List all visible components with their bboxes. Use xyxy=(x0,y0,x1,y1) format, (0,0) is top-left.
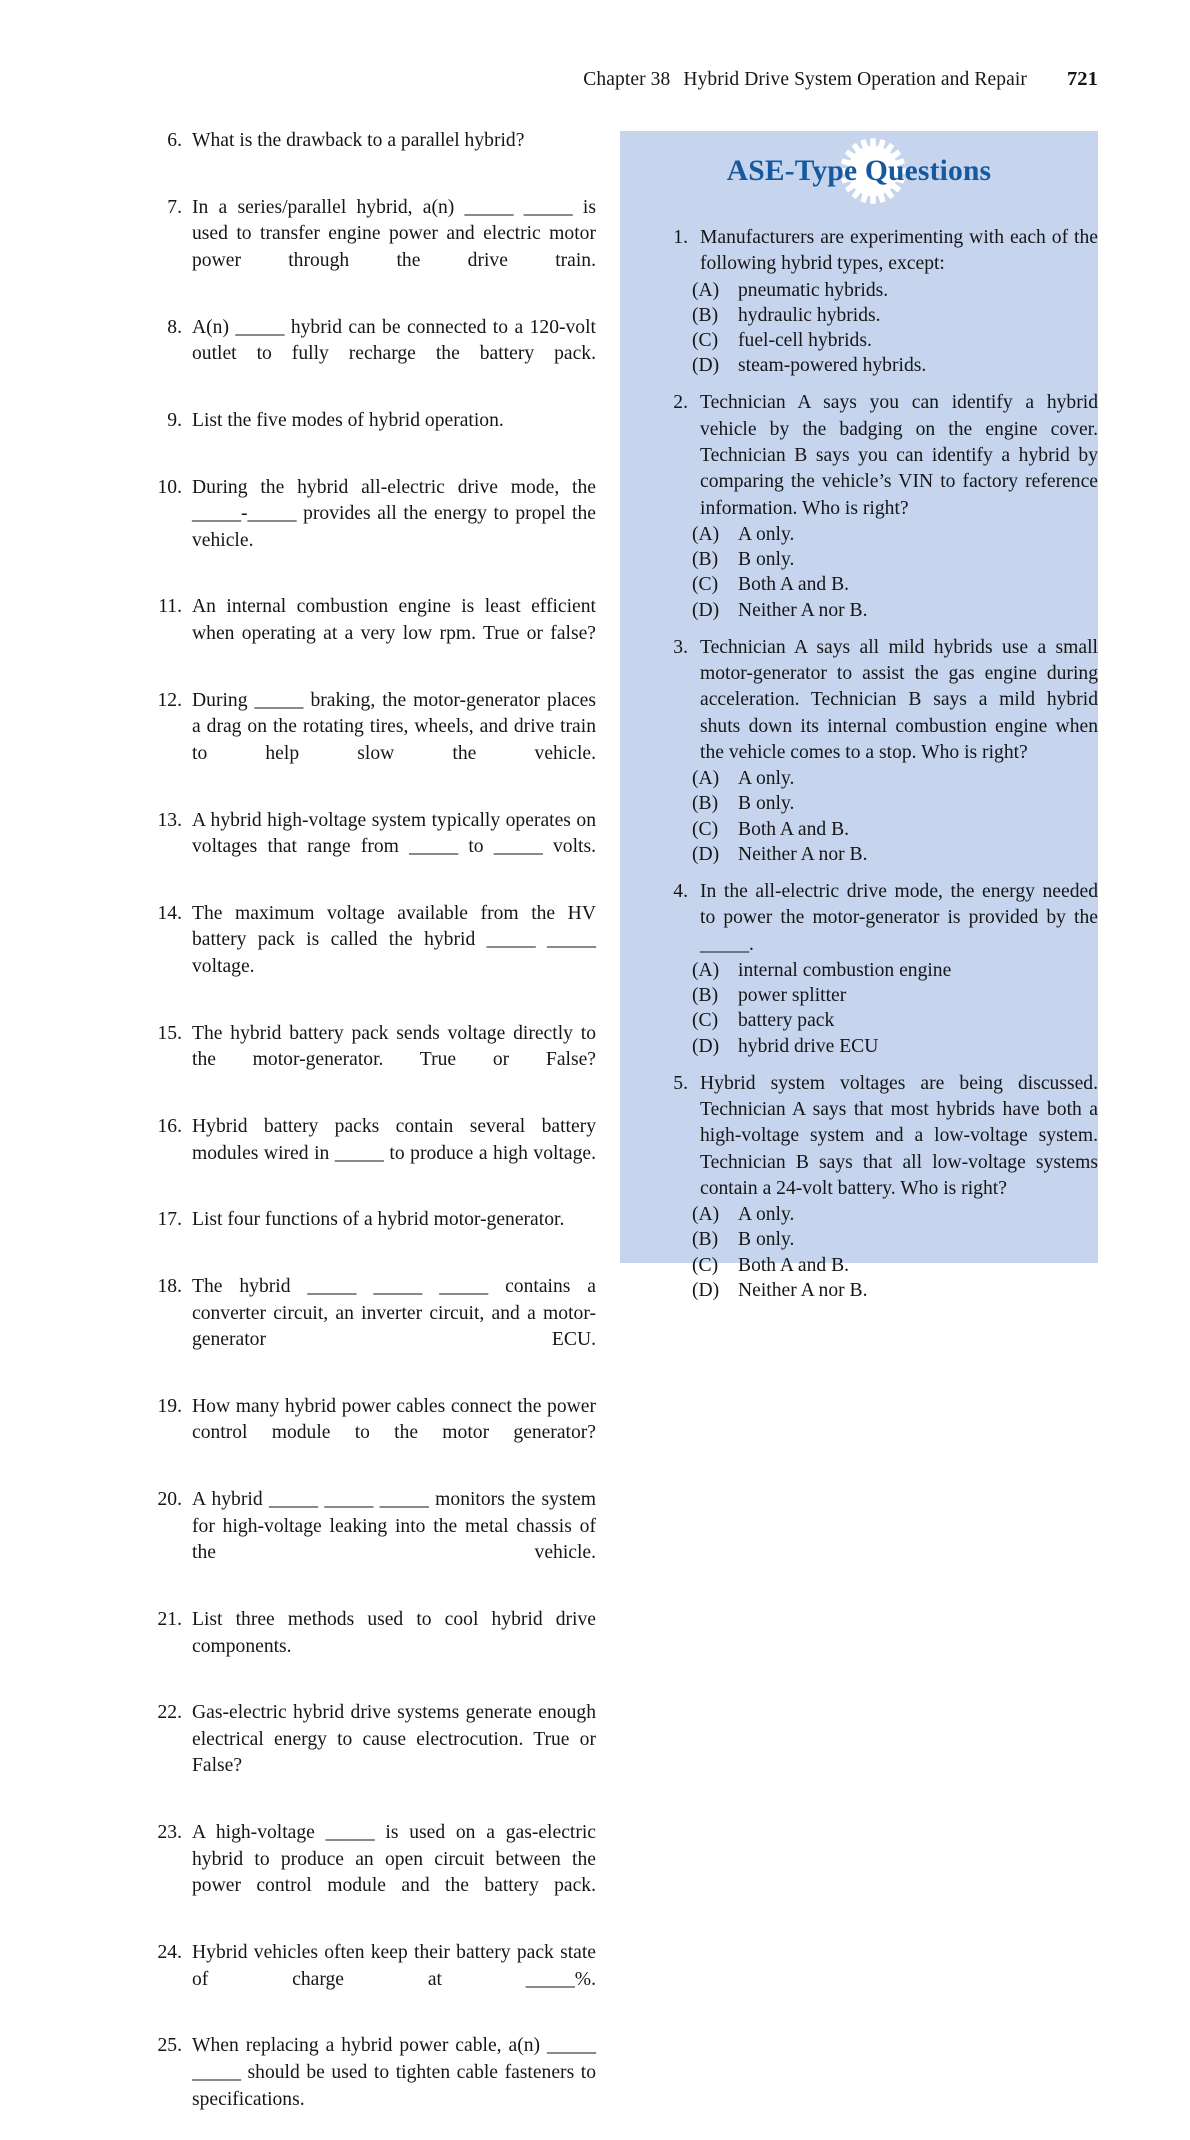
ase-option-key: (C) xyxy=(692,1254,719,1276)
review-question-number: 6. xyxy=(167,130,182,151)
review-question-item xyxy=(148,195,596,301)
ase-question-number: 5. xyxy=(673,1072,688,1094)
ase-question-number: 3. xyxy=(673,636,688,658)
review-question-item xyxy=(148,1114,596,1194)
ase-option-text: Neither A nor B. xyxy=(738,843,868,865)
review-question-item xyxy=(148,594,596,674)
review-question-text: Hybrid battery packs contain several battery modules wired in _____ to produce a high voltage. xyxy=(192,1116,596,1164)
ase-question-number: 1. xyxy=(673,227,688,248)
ase-question-item xyxy=(666,635,1098,867)
review-question-item xyxy=(148,901,596,1007)
review-question-text: Hybrid vehicles often keep their battery pack state of charge at _____%. xyxy=(192,1942,596,1990)
ase-question-stem-text: In the all-electric drive mode, the energy needed to power the motor-generator is provided by the _____. xyxy=(700,881,1098,955)
review-question-text: How many hybrid power cables connect the power control module to the motor generator? xyxy=(192,1395,596,1444)
ase-option-key: (B) xyxy=(692,985,719,1007)
review-question-text: An internal combustion engine is least efficient when operating at a very low rpm. True or false? xyxy=(192,596,596,644)
ase-option[interactable] xyxy=(666,958,1098,983)
ase-option-key: (A) xyxy=(692,1204,720,1226)
ase-option-text: hydraulic hybrids. xyxy=(738,304,881,326)
review-question-number: 19. xyxy=(157,1395,182,1417)
review-question-number: 25. xyxy=(157,2035,182,2057)
review-question-text: A hybrid _____ _____ _____ monitors the system for high-voltage leaking into the metal chassis of the vehicle. xyxy=(192,1489,596,1564)
ase-option-key: (B) xyxy=(692,793,719,815)
review-question-number: 14. xyxy=(157,902,182,924)
ase-option[interactable] xyxy=(666,1034,1098,1059)
review-question-number: 15. xyxy=(157,1022,182,1044)
ase-option-list xyxy=(666,278,1098,379)
ase-option-key: (C) xyxy=(692,574,719,596)
review-question-text: During the hybrid all-electric drive mode, the _____-_____ provides all the energy to propel the vehicle. xyxy=(192,476,596,551)
page-body xyxy=(0,122,1190,2110)
running-head xyxy=(92,68,1098,96)
review-question-item xyxy=(148,315,596,395)
ase-option[interactable] xyxy=(666,1253,1098,1278)
ase-option-key: (D) xyxy=(692,599,720,621)
review-question-number: 24. xyxy=(157,1942,182,1964)
ase-option-key: (D) xyxy=(692,355,720,377)
ase-option[interactable] xyxy=(666,766,1098,791)
ase-questions-list xyxy=(666,225,1098,1303)
ase-option-text: steam-powered hybrids. xyxy=(738,355,927,377)
review-question-number: 12. xyxy=(157,689,182,711)
ase-option-list xyxy=(666,766,1098,867)
ase-option[interactable] xyxy=(666,983,1098,1008)
review-question-text: The maximum voltage available from the HV battery pack is called the hybrid _____ _____ voltage. xyxy=(192,902,596,978)
ase-option[interactable] xyxy=(666,1202,1098,1227)
ase-option-key: (A) xyxy=(692,523,720,545)
ase-option-text: hybrid drive ECU xyxy=(738,1035,879,1057)
review-question-number: 8. xyxy=(167,316,182,338)
ase-option-text: pneumatic hybrids. xyxy=(738,279,889,301)
review-question-number: 20. xyxy=(157,1489,182,1511)
review-question-number: 9. xyxy=(167,409,182,431)
ase-question-item xyxy=(666,1071,1098,1303)
ase-option[interactable] xyxy=(666,572,1098,597)
ase-question-item xyxy=(666,879,1098,1059)
ase-question-stem xyxy=(666,225,1098,278)
review-question-text: List three methods used to cool hybrid drive components. xyxy=(192,1609,596,1657)
review-question-item xyxy=(148,2033,596,2139)
review-question-text: The hybrid battery pack sends voltage directly to the motor-generator. True or False? xyxy=(192,1022,596,1071)
ase-question-item xyxy=(666,390,1098,622)
ase-option[interactable] xyxy=(666,791,1098,816)
ase-option-list xyxy=(666,1202,1098,1303)
review-question-text: The hybrid _____ _____ _____ contains a converter circuit, an inverter circuit, and a motor-generator ECU. xyxy=(192,1275,596,1351)
ase-option-key: (A) xyxy=(692,768,720,790)
chapter-title: Hybrid Drive System Operation and Repair xyxy=(683,69,1027,90)
ase-question-stem xyxy=(666,879,1098,958)
ase-option[interactable] xyxy=(666,1227,1098,1252)
page-number: 721 xyxy=(1066,68,1098,90)
review-question-number: 7. xyxy=(167,196,182,218)
ase-option[interactable] xyxy=(666,328,1098,353)
review-question-item xyxy=(148,1607,596,1687)
ase-question-stem xyxy=(666,390,1098,521)
ase-option-key: (A) xyxy=(692,959,720,981)
review-question-item xyxy=(148,688,596,794)
review-question-number: 10. xyxy=(157,476,182,498)
review-question-item xyxy=(148,1487,596,1593)
review-question-number: 23. xyxy=(157,1822,182,1844)
ase-option-key: (C) xyxy=(692,818,719,840)
ase-option-text: B only. xyxy=(738,1229,795,1251)
review-question-item xyxy=(148,808,596,888)
review-question-text: In a series/parallel hybrid, a(n) _____ _____ is used to transfer engine power and electric motor power through the drive train. xyxy=(192,196,596,271)
ase-option-key: (B) xyxy=(692,1229,719,1251)
review-question-item xyxy=(148,1207,596,1260)
ase-question-number: 2. xyxy=(673,392,688,414)
ase-option[interactable] xyxy=(666,1008,1098,1033)
ase-option-text: Both A and B. xyxy=(738,818,850,840)
review-question-item xyxy=(148,1940,596,2020)
review-questions-list xyxy=(148,128,596,2140)
review-question-number: 17. xyxy=(157,1209,182,1231)
review-question-number: 21. xyxy=(157,1609,182,1630)
ase-option[interactable] xyxy=(666,842,1098,867)
ase-option[interactable] xyxy=(666,278,1098,303)
ase-option-key: (B) xyxy=(692,549,719,571)
ase-question-stem-text: Manufacturers are experimenting with each of the following hybrid types, except: xyxy=(700,227,1098,275)
ase-option-text: power splitter xyxy=(738,985,847,1007)
ase-question-item xyxy=(666,225,1098,378)
ase-option[interactable] xyxy=(666,817,1098,842)
ase-option-text: A only. xyxy=(738,1204,795,1226)
ase-option-list xyxy=(666,958,1098,1059)
review-question-number: 11. xyxy=(158,596,182,618)
review-question-number: 13. xyxy=(157,809,182,831)
ase-option-key: (A) xyxy=(692,279,720,301)
ase-option-key: (D) xyxy=(692,843,720,865)
ase-option-text: B only. xyxy=(738,793,795,815)
ase-option-text: A only. xyxy=(738,768,795,790)
review-question-number: 22. xyxy=(157,1702,182,1724)
review-question-text: A high-voltage _____ is used on a gas-electric hybrid to produce an open circuit between the power control module and the battery pack. xyxy=(192,1822,596,1897)
ase-option[interactable] xyxy=(666,303,1098,328)
review-question-item xyxy=(148,1700,596,1806)
ase-option[interactable] xyxy=(666,598,1098,623)
ase-option[interactable] xyxy=(666,522,1098,547)
review-question-text: List four functions of a hybrid motor-generator. xyxy=(192,1209,565,1231)
ase-option-key: (D) xyxy=(692,1279,720,1301)
review-question-item xyxy=(148,1021,596,1101)
review-question-item xyxy=(148,475,596,581)
ase-question-stem xyxy=(666,635,1098,766)
review-question-text: A(n) _____ hybrid can be connected to a 120-volt outlet to fully recharge the battery pack. xyxy=(192,316,596,365)
ase-box-header xyxy=(620,131,1098,223)
review-question-number: 18. xyxy=(157,1275,182,1297)
chapter-label: Chapter 38 xyxy=(583,69,671,90)
ase-box-title: ASE-Type Questions xyxy=(726,155,992,187)
ase-option-key: (B) xyxy=(692,304,719,326)
ase-option[interactable] xyxy=(666,547,1098,572)
ase-type-questions-box xyxy=(620,131,1098,1301)
review-question-text: List the five modes of hybrid operation. xyxy=(192,409,504,431)
review-question-text: During _____ braking, the motor-generator places a drag on the rotating tires, wheels, and drive train to help slow the vehicle. xyxy=(192,689,596,764)
ase-option-list xyxy=(666,522,1098,623)
ase-option-text: Both A and B. xyxy=(738,574,850,596)
ase-option-text: Neither A nor B. xyxy=(738,1279,868,1301)
review-question-number: 16. xyxy=(157,1116,182,1137)
review-question-text: Gas-electric hybrid drive systems generate enough electrical energy to cause electrocution. True or False? xyxy=(192,1702,596,1777)
ase-option-text: A only. xyxy=(738,523,795,545)
review-question-item xyxy=(148,1274,596,1380)
review-question-item xyxy=(148,1820,596,1926)
ase-question-stem-text: Technician A says you can identify a hybrid vehicle by the badging on the engine cover. Technician B says you can identify a hybrid by comparing the vehicle’s VIN to factory reference information. Who is right? xyxy=(700,392,1098,519)
review-question-text: When replacing a hybrid power cable, a(n) _____ _____ should be used to tighten cable fasteners to specifications. xyxy=(192,2035,596,2110)
ase-question-stem xyxy=(666,1071,1098,1202)
review-question-text: A hybrid high-voltage system typically operates on voltages that range from _____ to _____ volts. xyxy=(192,809,596,858)
ase-option-text: fuel-cell hybrids. xyxy=(738,330,872,351)
ase-question-number: 4. xyxy=(673,881,688,902)
ase-option-key: (D) xyxy=(692,1035,720,1057)
ase-option-text: internal combustion engine xyxy=(738,959,952,981)
review-question-item xyxy=(148,1394,596,1474)
review-question-item xyxy=(148,128,596,181)
review-question-item xyxy=(148,408,596,461)
ase-option[interactable] xyxy=(666,1278,1098,1303)
ase-option-text: Neither A nor B. xyxy=(738,599,868,621)
ase-option-text: B only. xyxy=(738,549,795,571)
ase-question-stem-text: Technician A says all mild hybrids use a small motor-generator to assist the gas engine during acceleration. Technician B says a mild hybrid shuts down its internal combustion engine when the vehicle comes to a stop. Who is right? xyxy=(700,636,1098,763)
ase-option-key: (C) xyxy=(692,1010,719,1032)
ase-option[interactable] xyxy=(666,353,1098,378)
ase-option-text: Both A and B. xyxy=(738,1254,850,1276)
ase-option-key: (C) xyxy=(692,330,719,351)
ase-question-stem-text: Hybrid system voltages are being discussed. Technician A says that most hybrids have both a high-voltage system and a low-voltage system. Technician B says that all low-voltage systems contain a 24-volt battery. Who is right? xyxy=(700,1072,1098,1199)
ase-option-text: battery pack xyxy=(738,1010,835,1032)
review-question-text: What is the drawback to a parallel hybrid? xyxy=(192,130,525,151)
